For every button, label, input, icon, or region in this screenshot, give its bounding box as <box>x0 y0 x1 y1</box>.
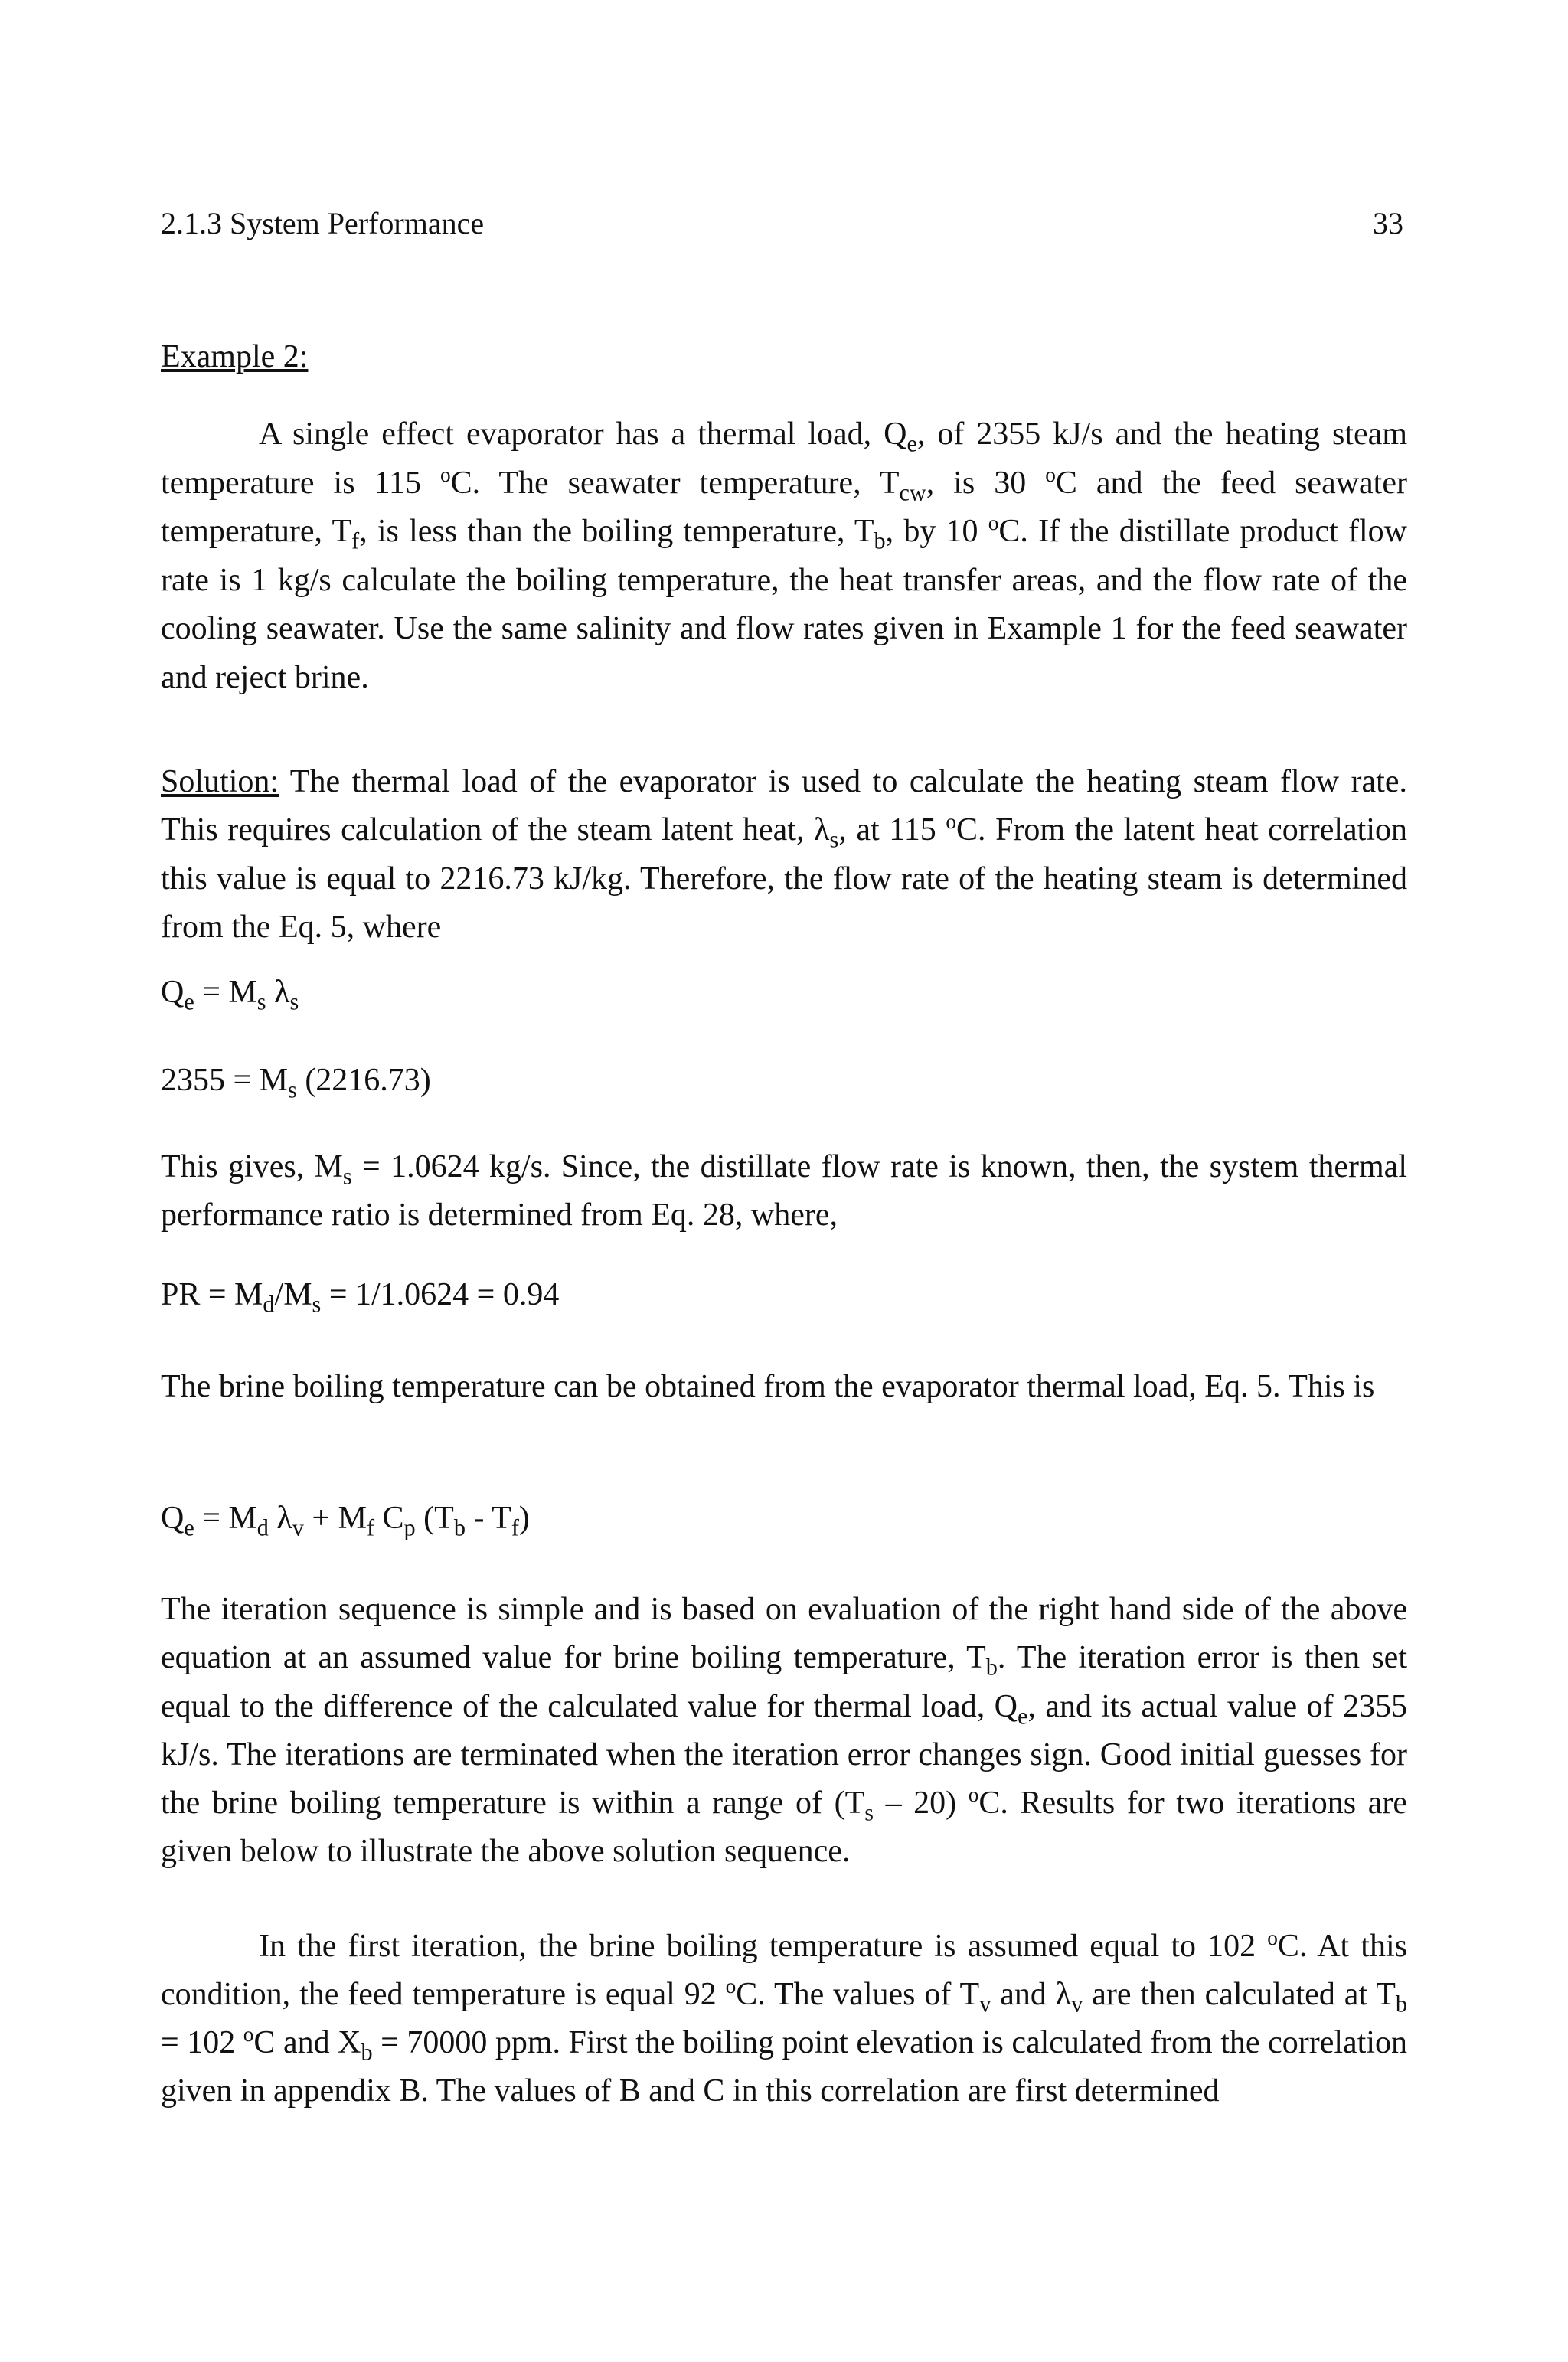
page-number: 33 <box>1373 206 1403 240</box>
text-run: – 20) <box>874 1785 969 1821</box>
first-iteration-paragraph <box>161 1923 1407 2115</box>
subscript: s <box>829 826 839 853</box>
equation-energy-balance <box>161 1498 1407 1541</box>
text-run: C. From the latent heat correlation this value is equal to 2216.73 kJ/kg. Therefore, the flow rate of the heating steam is determined from the Eq. 5, where <box>161 812 1407 945</box>
text-run: , is 30 <box>926 465 1046 501</box>
eq-term: PR = M <box>161 1277 263 1312</box>
subscript: s <box>256 988 266 1015</box>
eq-term: (2216.73) <box>296 1063 431 1098</box>
eq-term: /M <box>274 1277 312 1312</box>
eq-term: 2355 = M <box>161 1063 289 1098</box>
eq-term: = M <box>194 1501 257 1536</box>
subscript: b <box>453 1514 466 1541</box>
subscript: s <box>864 1799 874 1826</box>
text-run: The brine boiling temperature can be obtained from the evaporator thermal load, Eq. 5. This is <box>161 1369 1375 1404</box>
eq-term: - T <box>465 1501 511 1536</box>
text-run: = 70000 ppm. First the boiling point elevation is calculated from the correlation given in appendix B. The values of B and C in this correlation are first determined <box>161 2025 1407 2109</box>
degree-mark: o <box>968 1783 979 1807</box>
subscript: e <box>184 1514 194 1541</box>
subscript: e <box>1017 1703 1028 1730</box>
text-run: , and its actual value of 2355 kJ/s. The iterations are terminated when the iteration error changes sign. Good initial guesses for the brine boiling temperature is within a range of (T <box>161 1688 1407 1821</box>
text-run: C. At this condition, the feed temperature is equal 92 <box>161 1929 1407 2012</box>
subscript: b <box>985 1654 998 1681</box>
text-run: C and X <box>253 2025 361 2060</box>
degree-mark: o <box>243 2023 254 2046</box>
subscript: cw <box>899 479 926 506</box>
text-run: C. Results for two iterations are given below to illustrate the above solution sequence. <box>161 1785 1407 1870</box>
degree-mark: o <box>439 462 451 486</box>
degree-mark: o <box>725 1975 737 1998</box>
subscript: b <box>1395 1991 1407 2017</box>
subscript: s <box>342 1163 352 1190</box>
subscript: s <box>289 988 299 1015</box>
subscript: f <box>351 528 360 554</box>
text-run: C. The values of T <box>736 1977 980 2012</box>
eq-term: Q <box>161 1501 185 1536</box>
text-run: In the first iteration, the brine boiling temperature is assumed equal to 102 <box>259 1929 1268 1964</box>
subscript: b <box>874 528 886 554</box>
text-run: A single effect evaporator has a thermal load, Q <box>259 417 907 452</box>
text-run: C. The seawater temperature, T <box>450 465 900 501</box>
eq-term: C <box>374 1501 404 1536</box>
subscript: s <box>288 1076 297 1103</box>
text-run: C and the feed seawater temperature, T <box>161 465 1407 549</box>
text-run: C. If the distillate product flow rate is 1 kg/s calculate the boiling temperature, the heat transfer areas, and the flow rate of the cooling seawater. Use the same salinity and flow rates given in Example 1 for the feed seawater and reject brine. <box>161 514 1407 695</box>
text-run: , of 2355 kJ/s and the heating steam temperature is 115 <box>161 417 1407 501</box>
degree-mark: o <box>988 511 999 534</box>
subscript: d <box>263 1291 275 1318</box>
text-run: , by 10 <box>885 514 988 549</box>
subscript: v <box>1071 1991 1083 2017</box>
subscript: v <box>292 1514 304 1541</box>
solution-paragraph <box>161 758 1407 952</box>
subscript: d <box>256 1514 269 1541</box>
subscript: f <box>366 1514 375 1541</box>
eq-term: (T <box>415 1501 454 1536</box>
equation-performance-ratio <box>161 1275 1407 1318</box>
text-run: are then calculated at T <box>1083 1977 1396 2012</box>
text-run: = 102 <box>161 2025 243 2060</box>
eq-term: = M <box>194 975 257 1010</box>
eq-term: = 1/1.0624 = 0.94 <box>321 1277 560 1312</box>
degree-mark: o <box>946 810 956 834</box>
text-run: . The iteration error is then set equal to the difference of the calculated value for thermal load, Q <box>161 1640 1407 1724</box>
equation-thermal-load <box>161 972 1407 1015</box>
iteration-sequence-paragraph <box>161 1586 1407 1877</box>
equation-numeric <box>161 1060 1407 1103</box>
subscript: v <box>979 1991 991 2017</box>
example-problem-paragraph <box>161 410 1407 702</box>
subscript: e <box>906 430 917 457</box>
subscript: e <box>184 988 194 1015</box>
text-run: This gives, M <box>161 1149 343 1184</box>
text-run: , at 115 <box>838 812 946 848</box>
eq-term: ) <box>518 1501 530 1536</box>
subscript: s <box>312 1291 322 1318</box>
eq-term: λ <box>266 975 290 1010</box>
example-heading-text: Example 2: <box>161 339 309 374</box>
text-run: The thermal load of the evaporator is used to calculate the heating steam flow rate. This requires calculation of the steam latent heat, λ <box>161 764 1407 848</box>
eq-term: + M <box>303 1501 367 1536</box>
eq-term: λ <box>268 1501 292 1536</box>
steam-flow-paragraph <box>161 1143 1407 1240</box>
subscript: b <box>361 2039 373 2066</box>
degree-mark: o <box>1045 462 1056 486</box>
solution-label: Solution: <box>161 764 279 799</box>
boiling-temperature-paragraph <box>161 1363 1407 1411</box>
example-heading <box>161 337 1407 377</box>
text-run: and λ <box>991 1977 1072 2012</box>
degree-mark: o <box>1267 1926 1278 1949</box>
text-run: , is less than the boiling temperature, T <box>359 514 874 549</box>
subscript: p <box>403 1514 416 1541</box>
eq-term: Q <box>161 975 185 1010</box>
text-run: The iteration sequence is simple and is based on evaluation of the right hand side of the above equation at an assumed value for brine boiling temperature, T <box>161 1592 1407 1676</box>
running-head-section-title: 2.1.3 System Performance <box>161 206 485 240</box>
subscript: f <box>511 1514 519 1541</box>
text-run: = 1.0624 kg/s. Since, the distillate flow rate is known, then, the system thermal performance ratio is determined from Eq. 28, where, <box>161 1149 1407 1233</box>
